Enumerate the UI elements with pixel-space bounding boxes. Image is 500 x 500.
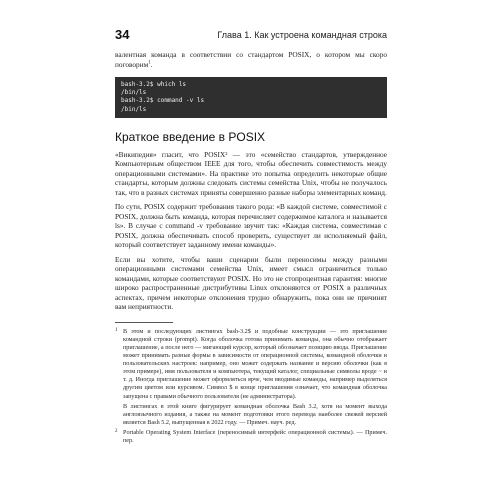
page-content [115,50,387,447]
intro-paragraph: валентная команда в соответствии со стандартом POSIX, о котором мы скоро поговорим$^1$. [115,50,387,69]
chapter-title: Глава 1. Как устроена командная строка [217,29,387,40]
paragraph: «Википедия» гласит, что POSIX² — это «семейство стандартов, утвержденное Компьютерным обществом IEEE для того, чтобы обеспечить совместимость между операционными системами». На практике это попытка определить некоторые общие стандарты, которым должны следовать системы семейства Unix, чтобы не получалось так, что в разных системах приняты совершенно разные наборы элементарных команд. [115,149,387,197]
footnote-text: В листингах в этой книге фигурирует командная оболочка Bash 3.2, хотя на момент выхода англоязычного издания, а также на момент подготовки этого перевода наиболее свежей версией является Bash 5.2, выпущенная в 2022 году. — Примеч. науч. ред. [123,402,387,426]
footnote-1 [115,328,387,401]
paragraph: По сути, POSIX содержит требования такого рода: «В каждой системе, совместимой с POSIX, должна быть команда, которая перечисляет содержимое каталога и называется ls». В случае с command -v требование звучит так: «Каждая система, совместимая с POSIX, должна обеспечивать способ проверить, существует ли исполняемый файл, который соответствует заданному имени команды». [115,202,387,250]
paragraph: Если вы хотите, чтобы ваши сценарии были переносимы между разными операционными системами семейства Unix, имеет смысл ограничиться только командами, которые соответствуют POSIX. Но это не стопроцентная гарантия: многие широко распространенные дистрибутивы Linux отклоняются от POSIX в различных аспектах, причем некоторые отклонения трудно обнаружить, пока они не причинят вам неприятности. [115,254,387,312]
section-title: Краткое введение в POSIX [115,129,266,144]
footnote-divider [115,322,173,323]
footnote-text: В этом и последующих листингах bash-3.2$ и подобные конструкции — это приглашение командной строки (prompt). Когда оболочка готова принимать команды, она обычно отображает приглашение, а после него — мигающий курсор, который обозначает позицию ввода. Приглашение может принимать разные формы в зависимости от операционной системы, командной оболочки и пользовательских настроек: например, оно может содержать название и версию оболочки (как в этом примере), имя пользователя и компьютера, текущий каталог, специальные символы вроде ~ и т. д. Иногда приглашение может оформляться ярче, чем вводимые команды, например выделяться другим цветом или курсивом. Символ $ в конце приглашения означает, что командная оболочка запущена с правами обычного пользователя (не администратора). [123,327,387,400]
page-number: 34 [115,27,130,42]
footnote-1-continued [115,403,387,427]
footnote-text: Portable Operating System Interface (переносимый интерфейс операционной системы). — Примеч. пер. [123,428,387,445]
footnote-mark: 2 [115,428,118,434]
footnote-ref-1: 1 [148,60,151,66]
footnote-mark: 1 [115,327,118,333]
footnote-2 [115,429,387,445]
page-header [115,27,387,42]
code-listing: bash-3.2$ which ls /bin/ls bash-3.2$ command -v ls /bin/ls [115,77,387,118]
